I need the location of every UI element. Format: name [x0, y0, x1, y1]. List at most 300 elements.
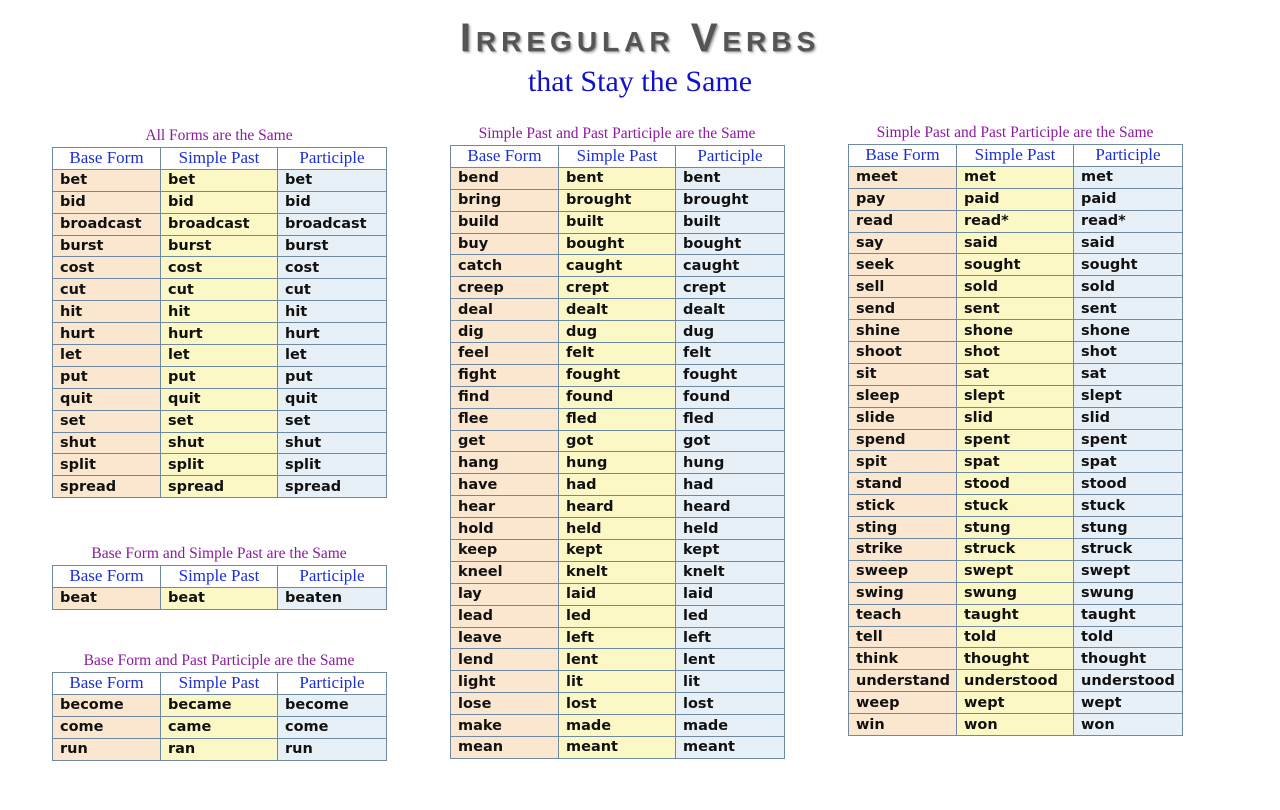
table-row — [53, 432, 387, 454]
table-row — [53, 366, 387, 388]
cell-base-form: make — [451, 715, 559, 737]
cell-simple-past: came — [161, 716, 278, 738]
header-base-form: Base Form — [849, 145, 957, 167]
cell-base-form: pay — [849, 188, 957, 210]
cell-simple-past: lit — [559, 671, 676, 693]
table-row — [53, 169, 387, 191]
cell-simple-past: found — [559, 386, 676, 408]
cell-participle: said — [1074, 232, 1183, 254]
cell-participle: sold — [1074, 276, 1183, 298]
cell-base-form: become — [53, 694, 161, 716]
cell-simple-past: hurt — [161, 323, 278, 345]
cell-participle: left — [676, 627, 785, 649]
table-row — [849, 495, 1183, 517]
cell-base-form: find — [451, 386, 559, 408]
cell-participle: lost — [676, 693, 785, 715]
section-caption: Base Form and Past Participle are the Same — [83, 652, 355, 669]
cell-participle: hung — [676, 452, 785, 474]
cell-base-form: get — [451, 430, 559, 452]
section-caption: Base Form and Simple Past are the Same — [91, 545, 347, 562]
cell-base-form: feel — [451, 343, 559, 365]
cell-simple-past: heard — [559, 496, 676, 518]
table-row — [53, 587, 387, 609]
cell-simple-past: spat — [957, 451, 1074, 473]
table-row — [53, 694, 387, 716]
cell-simple-past: kept — [559, 540, 676, 562]
header-simple-past: Simple Past — [161, 566, 278, 588]
cell-participle: cut — [278, 279, 387, 301]
cell-simple-past: paid — [957, 188, 1074, 210]
cell-participle: slid — [1074, 407, 1183, 429]
cell-participle: wept — [1074, 692, 1183, 714]
table-row — [849, 648, 1183, 670]
cell-base-form: hear — [451, 496, 559, 518]
cell-simple-past: bought — [559, 233, 676, 255]
cell-simple-past: told — [957, 626, 1074, 648]
cell-participle: understood — [1074, 670, 1183, 692]
cell-base-form: hit — [53, 301, 161, 323]
table-row — [451, 343, 785, 365]
cell-simple-past: swept — [957, 560, 1074, 582]
cell-base-form: lay — [451, 583, 559, 605]
section-caption: All Forms are the Same — [145, 127, 293, 144]
header-simple-past: Simple Past — [957, 145, 1074, 167]
header-base-form: Base Form — [451, 146, 559, 168]
cell-participle: spent — [1074, 429, 1183, 451]
table-row — [53, 738, 387, 760]
cell-base-form: set — [53, 410, 161, 432]
cell-base-form: hang — [451, 452, 559, 474]
cell-base-form: leave — [451, 627, 559, 649]
cell-base-form: mean — [451, 737, 559, 759]
table-row — [451, 167, 785, 189]
cell-participle: bid — [278, 191, 387, 213]
cell-simple-past: beat — [161, 587, 278, 609]
cell-base-form: build — [451, 211, 559, 233]
table-row — [849, 429, 1183, 451]
cell-simple-past: let — [161, 345, 278, 367]
cell-simple-past: understood — [957, 670, 1074, 692]
cell-participle: lent — [676, 649, 785, 671]
cell-participle: won — [1074, 714, 1183, 736]
cell-base-form: let — [53, 345, 161, 367]
cell-participle: set — [278, 410, 387, 432]
header-base-form: Base Form — [53, 673, 161, 695]
cell-simple-past: bid — [161, 191, 278, 213]
cell-participle: hurt — [278, 323, 387, 345]
cell-participle: stuck — [1074, 495, 1183, 517]
cell-base-form: stand — [849, 473, 957, 495]
table-row — [451, 233, 785, 255]
cell-simple-past: hung — [559, 452, 676, 474]
header-base-form: Base Form — [53, 148, 161, 170]
cell-simple-past: swung — [957, 582, 1074, 604]
table-row — [849, 254, 1183, 276]
cell-base-form: fight — [451, 364, 559, 386]
table-row — [53, 410, 387, 432]
cell-simple-past: dealt — [559, 299, 676, 321]
table-row — [451, 605, 785, 627]
cell-simple-past: lost — [559, 693, 676, 715]
cell-simple-past: held — [559, 518, 676, 540]
cell-simple-past: hit — [161, 301, 278, 323]
cell-simple-past: knelt — [559, 561, 676, 583]
table-row — [451, 693, 785, 715]
verb-table — [450, 145, 785, 759]
cell-simple-past: spread — [161, 476, 278, 498]
table-row — [451, 277, 785, 299]
cell-simple-past: got — [559, 430, 676, 452]
cell-participle: meant — [676, 737, 785, 759]
table-row — [53, 345, 387, 367]
cell-base-form: sweep — [849, 560, 957, 582]
header-row — [53, 566, 387, 588]
cell-participle: hit — [278, 301, 387, 323]
table-row — [849, 298, 1183, 320]
cell-base-form: lead — [451, 605, 559, 627]
cell-participle: built — [676, 211, 785, 233]
cell-base-form: come — [53, 716, 161, 738]
cell-participle: crept — [676, 277, 785, 299]
cell-base-form: burst — [53, 235, 161, 257]
cell-base-form: hold — [451, 518, 559, 540]
cell-simple-past: ran — [161, 738, 278, 760]
cell-simple-past: had — [559, 474, 676, 496]
cell-base-form: spend — [849, 429, 957, 451]
cell-participle: read* — [1074, 210, 1183, 232]
cell-base-form: split — [53, 454, 161, 476]
cell-base-form: deal — [451, 299, 559, 321]
cell-participle: felt — [676, 343, 785, 365]
cell-participle: bought — [676, 233, 785, 255]
cell-base-form: lose — [451, 693, 559, 715]
cell-participle: sat — [1074, 363, 1183, 385]
cell-simple-past: cost — [161, 257, 278, 279]
cell-participle: bent — [676, 167, 785, 189]
header-row — [849, 145, 1183, 167]
cell-participle: found — [676, 386, 785, 408]
table-row — [451, 627, 785, 649]
table-row — [53, 191, 387, 213]
verb-table — [52, 565, 387, 610]
table-row — [451, 364, 785, 386]
cell-simple-past: led — [559, 605, 676, 627]
cell-base-form: win — [849, 714, 957, 736]
cell-participle: shot — [1074, 342, 1183, 364]
cell-base-form: shoot — [849, 342, 957, 364]
cell-participle: told — [1074, 626, 1183, 648]
table-row — [451, 715, 785, 737]
cell-simple-past: split — [161, 454, 278, 476]
cell-base-form: buy — [451, 233, 559, 255]
verb-table — [848, 144, 1183, 736]
cell-base-form: sell — [849, 276, 957, 298]
cell-participle: stung — [1074, 517, 1183, 539]
cell-base-form: dig — [451, 321, 559, 343]
cell-simple-past: broadcast — [161, 213, 278, 235]
cell-simple-past: read* — [957, 210, 1074, 232]
cell-participle: spread — [278, 476, 387, 498]
cell-participle: dug — [676, 321, 785, 343]
table-row — [451, 386, 785, 408]
cell-participle: swung — [1074, 582, 1183, 604]
cell-simple-past: became — [161, 694, 278, 716]
table-row — [849, 320, 1183, 342]
cell-base-form: swing — [849, 582, 957, 604]
cell-simple-past: crept — [559, 277, 676, 299]
cell-simple-past: burst — [161, 235, 278, 257]
cell-base-form: strike — [849, 539, 957, 561]
cell-simple-past: wept — [957, 692, 1074, 714]
cell-base-form: cut — [53, 279, 161, 301]
cell-simple-past: shone — [957, 320, 1074, 342]
table-row — [451, 321, 785, 343]
cell-base-form: lend — [451, 649, 559, 671]
cell-simple-past: set — [161, 410, 278, 432]
table-row — [849, 692, 1183, 714]
table-row — [53, 213, 387, 235]
cell-simple-past: struck — [957, 539, 1074, 561]
section-caption: Simple Past and Past Participle are the Same — [876, 124, 1154, 141]
cell-simple-past: slept — [957, 385, 1074, 407]
table-row — [849, 342, 1183, 364]
cell-participle: knelt — [676, 561, 785, 583]
cell-participle: lit — [676, 671, 785, 693]
verb-table — [52, 147, 387, 498]
table-row — [849, 517, 1183, 539]
cell-simple-past: meant — [559, 737, 676, 759]
cell-base-form: read — [849, 210, 957, 232]
cell-participle: made — [676, 715, 785, 737]
cell-participle: got — [676, 430, 785, 452]
cell-base-form: sting — [849, 517, 957, 539]
cell-simple-past: quit — [161, 388, 278, 410]
cell-base-form: spit — [849, 451, 957, 473]
table-row — [451, 452, 785, 474]
cell-base-form: shut — [53, 432, 161, 454]
cell-participle: taught — [1074, 604, 1183, 626]
cell-participle: stood — [1074, 473, 1183, 495]
cell-base-form: think — [849, 648, 957, 670]
cell-participle: shone — [1074, 320, 1183, 342]
header-row — [451, 146, 785, 168]
cell-simple-past: dug — [559, 321, 676, 343]
table-row — [849, 276, 1183, 298]
table-row — [451, 430, 785, 452]
table-row — [451, 583, 785, 605]
table-row — [849, 363, 1183, 385]
cell-simple-past: taught — [957, 604, 1074, 626]
cell-participle: fled — [676, 408, 785, 430]
table-row — [849, 407, 1183, 429]
cell-base-form: keep — [451, 540, 559, 562]
header-simple-past: Simple Past — [161, 148, 278, 170]
cell-participle: had — [676, 474, 785, 496]
header-row — [53, 148, 387, 170]
table-row — [451, 518, 785, 540]
verb-table — [52, 672, 387, 761]
header-participle: Participle — [278, 566, 387, 588]
header-row — [53, 673, 387, 695]
cell-base-form: meet — [849, 166, 957, 188]
table-row — [849, 210, 1183, 232]
cell-simple-past: fought — [559, 364, 676, 386]
cell-base-form: light — [451, 671, 559, 693]
header-participle: Participle — [676, 146, 785, 168]
table-row — [451, 474, 785, 496]
table-row — [849, 582, 1183, 604]
table-row — [53, 454, 387, 476]
table-row — [53, 279, 387, 301]
cell-base-form: bring — [451, 189, 559, 211]
cell-simple-past: bet — [161, 169, 278, 191]
cell-simple-past: put — [161, 366, 278, 388]
table-row — [849, 714, 1183, 736]
cell-simple-past: spent — [957, 429, 1074, 451]
cell-participle: thought — [1074, 648, 1183, 670]
cell-base-form: spread — [53, 476, 161, 498]
table-row — [451, 211, 785, 233]
cell-participle: heard — [676, 496, 785, 518]
cell-simple-past: thought — [957, 648, 1074, 670]
table-row — [849, 473, 1183, 495]
table-row — [451, 737, 785, 759]
cell-simple-past: shut — [161, 432, 278, 454]
cell-base-form: stick — [849, 495, 957, 517]
cell-base-form: cost — [53, 257, 161, 279]
cell-base-form: run — [53, 738, 161, 760]
cell-participle: cost — [278, 257, 387, 279]
table-row — [451, 408, 785, 430]
cell-base-form: broadcast — [53, 213, 161, 235]
cell-simple-past: caught — [559, 255, 676, 277]
cell-base-form: say — [849, 232, 957, 254]
cell-simple-past: fled — [559, 408, 676, 430]
cell-base-form: catch — [451, 255, 559, 277]
table-row — [451, 496, 785, 518]
table-row — [849, 626, 1183, 648]
header-simple-past: Simple Past — [559, 146, 676, 168]
cell-participle: beaten — [278, 587, 387, 609]
header-participle: Participle — [278, 148, 387, 170]
cell-participle: fought — [676, 364, 785, 386]
cell-base-form: tell — [849, 626, 957, 648]
table-row — [53, 323, 387, 345]
cell-participle: shut — [278, 432, 387, 454]
cell-participle: let — [278, 345, 387, 367]
cell-participle: dealt — [676, 299, 785, 321]
cell-base-form: understand — [849, 670, 957, 692]
cell-base-form: bet — [53, 169, 161, 191]
cell-base-form: quit — [53, 388, 161, 410]
cell-base-form: put — [53, 366, 161, 388]
cell-participle: put — [278, 366, 387, 388]
cell-participle: led — [676, 605, 785, 627]
header-simple-past: Simple Past — [161, 673, 278, 695]
table-row — [451, 540, 785, 562]
table-row — [849, 166, 1183, 188]
cell-simple-past: laid — [559, 583, 676, 605]
cell-simple-past: left — [559, 627, 676, 649]
cell-participle: broadcast — [278, 213, 387, 235]
table-row — [451, 671, 785, 693]
cell-base-form: shine — [849, 320, 957, 342]
cell-participle: sent — [1074, 298, 1183, 320]
cell-simple-past: sent — [957, 298, 1074, 320]
cell-base-form: sleep — [849, 385, 957, 407]
table-row — [451, 649, 785, 671]
table-row — [849, 604, 1183, 626]
table-row — [53, 257, 387, 279]
page-subtitle: that Stay the Same — [527, 65, 753, 98]
cell-base-form: sit — [849, 363, 957, 385]
section-caption: Simple Past and Past Participle are the Same — [478, 125, 756, 142]
table-row — [53, 301, 387, 323]
cell-base-form: hurt — [53, 323, 161, 345]
cell-base-form: creep — [451, 277, 559, 299]
cell-participle: held — [676, 518, 785, 540]
cell-simple-past: brought — [559, 189, 676, 211]
cell-base-form: beat — [53, 587, 161, 609]
cell-participle: sought — [1074, 254, 1183, 276]
cell-simple-past: said — [957, 232, 1074, 254]
cell-simple-past: shot — [957, 342, 1074, 364]
cell-simple-past: stuck — [957, 495, 1074, 517]
cell-base-form: teach — [849, 604, 957, 626]
table-row — [849, 670, 1183, 692]
cell-participle: quit — [278, 388, 387, 410]
cell-participle: run — [278, 738, 387, 760]
cell-participle: swept — [1074, 560, 1183, 582]
cell-simple-past: stung — [957, 517, 1074, 539]
cell-simple-past: stood — [957, 473, 1074, 495]
cell-base-form: kneel — [451, 561, 559, 583]
table-row — [849, 188, 1183, 210]
table-row — [849, 232, 1183, 254]
table-row — [849, 539, 1183, 561]
table-row — [53, 716, 387, 738]
cell-participle: come — [278, 716, 387, 738]
cell-simple-past: sold — [957, 276, 1074, 298]
cell-simple-past: met — [957, 166, 1074, 188]
cell-participle: caught — [676, 255, 785, 277]
header-participle: Participle — [278, 673, 387, 695]
page-title: Irregular Verbs — [459, 16, 821, 60]
table-row — [53, 235, 387, 257]
cell-participle: spat — [1074, 451, 1183, 473]
table-row — [53, 476, 387, 498]
table-row — [451, 255, 785, 277]
cell-base-form: slide — [849, 407, 957, 429]
cell-base-form: seek — [849, 254, 957, 276]
cell-participle: paid — [1074, 188, 1183, 210]
cell-simple-past: bent — [559, 167, 676, 189]
cell-participle: laid — [676, 583, 785, 605]
table-row — [53, 388, 387, 410]
cell-participle: slept — [1074, 385, 1183, 407]
cell-base-form: send — [849, 298, 957, 320]
cell-simple-past: built — [559, 211, 676, 233]
cell-base-form: bid — [53, 191, 161, 213]
cell-simple-past: made — [559, 715, 676, 737]
cell-participle: split — [278, 454, 387, 476]
cell-simple-past: sought — [957, 254, 1074, 276]
cell-simple-past: won — [957, 714, 1074, 736]
table-row — [849, 560, 1183, 582]
cell-participle: struck — [1074, 539, 1183, 561]
cell-participle: become — [278, 694, 387, 716]
cell-base-form: bend — [451, 167, 559, 189]
